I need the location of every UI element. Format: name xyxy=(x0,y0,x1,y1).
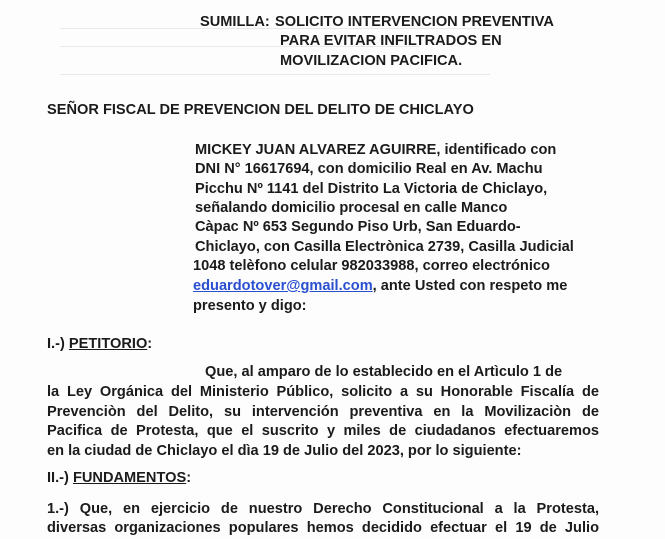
identification-line-3: Picchu Nº 1141 del Distrito La Victoria de Chiclayo, xyxy=(195,181,548,197)
identification-line-7: 1048 telèfono celular 982033988, correo electrónico xyxy=(193,258,550,274)
petitorio-colon: : xyxy=(147,336,153,352)
summary-line-2: PARA EVITAR INFILTRADOS EN xyxy=(280,33,502,49)
identification-line-9: presento y digo: xyxy=(193,298,307,314)
summary-line-3: MOVILIZACION PACIFICA. xyxy=(280,53,463,69)
petitorio-line-3: Prevenciòn del Delito, su intervención preventiva en la Movilizaciòn de xyxy=(47,404,599,420)
petitorio-line-2: la Ley Orgánica del Ministerio Público, solicito a su Honorable Fiscalía de xyxy=(47,384,599,400)
email-link[interactable]: eduardotover@gmail.com xyxy=(193,278,373,294)
petitorio-number: I.-) xyxy=(47,336,65,352)
petitorio-line-4: Pacifica de Protesta, que el suscrito y miles de ciudadanos efectuaremos xyxy=(47,423,599,439)
bleed-through-mark xyxy=(60,74,490,75)
identification-line-5: Càpac Nº 653 Segundo Piso Urb, San Eduardo- xyxy=(195,219,521,235)
fundamentos-number: II.-) xyxy=(47,470,69,486)
petitorio-title: PETITORIO xyxy=(68,336,148,352)
fundamentos-line-1: 1.-) Que, en ejercicio de nuestro Derecho Constitucional a la Protesta, xyxy=(47,501,599,517)
identification-line-2: DNI N° 16617694, con domicilio Real en Av. Machu xyxy=(195,161,543,177)
fundamentos-line-2: diversas organizaciones populares hemos decidido efectuar el 19 de Julio xyxy=(47,520,599,536)
identification-line-6: Chiclayo, con Casilla Electrònica 2739, Casilla Judicial xyxy=(195,239,574,255)
identification-line-8-rest: , ante Usted con respeto me xyxy=(372,278,568,294)
identification-line-4: señalando domicilio procesal en calle Manco xyxy=(195,200,508,216)
petitorio-line-1: Que, al amparo de lo establecido en el Artìculo 1 de xyxy=(205,364,563,380)
addressee-heading: SEÑOR FISCAL DE PREVENCION DEL DELITO DE CHICLAYO xyxy=(47,102,474,118)
fundamentos-heading xyxy=(47,469,191,487)
summary-label: SUMILLA: xyxy=(200,14,270,30)
fundamentos-colon: : xyxy=(186,470,192,486)
identification-line-1: MICKEY JUAN ALVAREZ AGUIRRE, identificado con xyxy=(195,142,557,158)
petitorio-heading xyxy=(47,335,152,353)
summary-line-1: SOLICITO INTERVENCION PREVENTIVA xyxy=(275,14,554,30)
identification-line-8 xyxy=(193,277,567,295)
petitorio-line-5: en la ciudad de Chiclayo el dìa 19 de Julio del 2023, por lo siguiente: xyxy=(47,443,522,459)
fundamentos-title: FUNDAMENTOS xyxy=(72,470,187,486)
